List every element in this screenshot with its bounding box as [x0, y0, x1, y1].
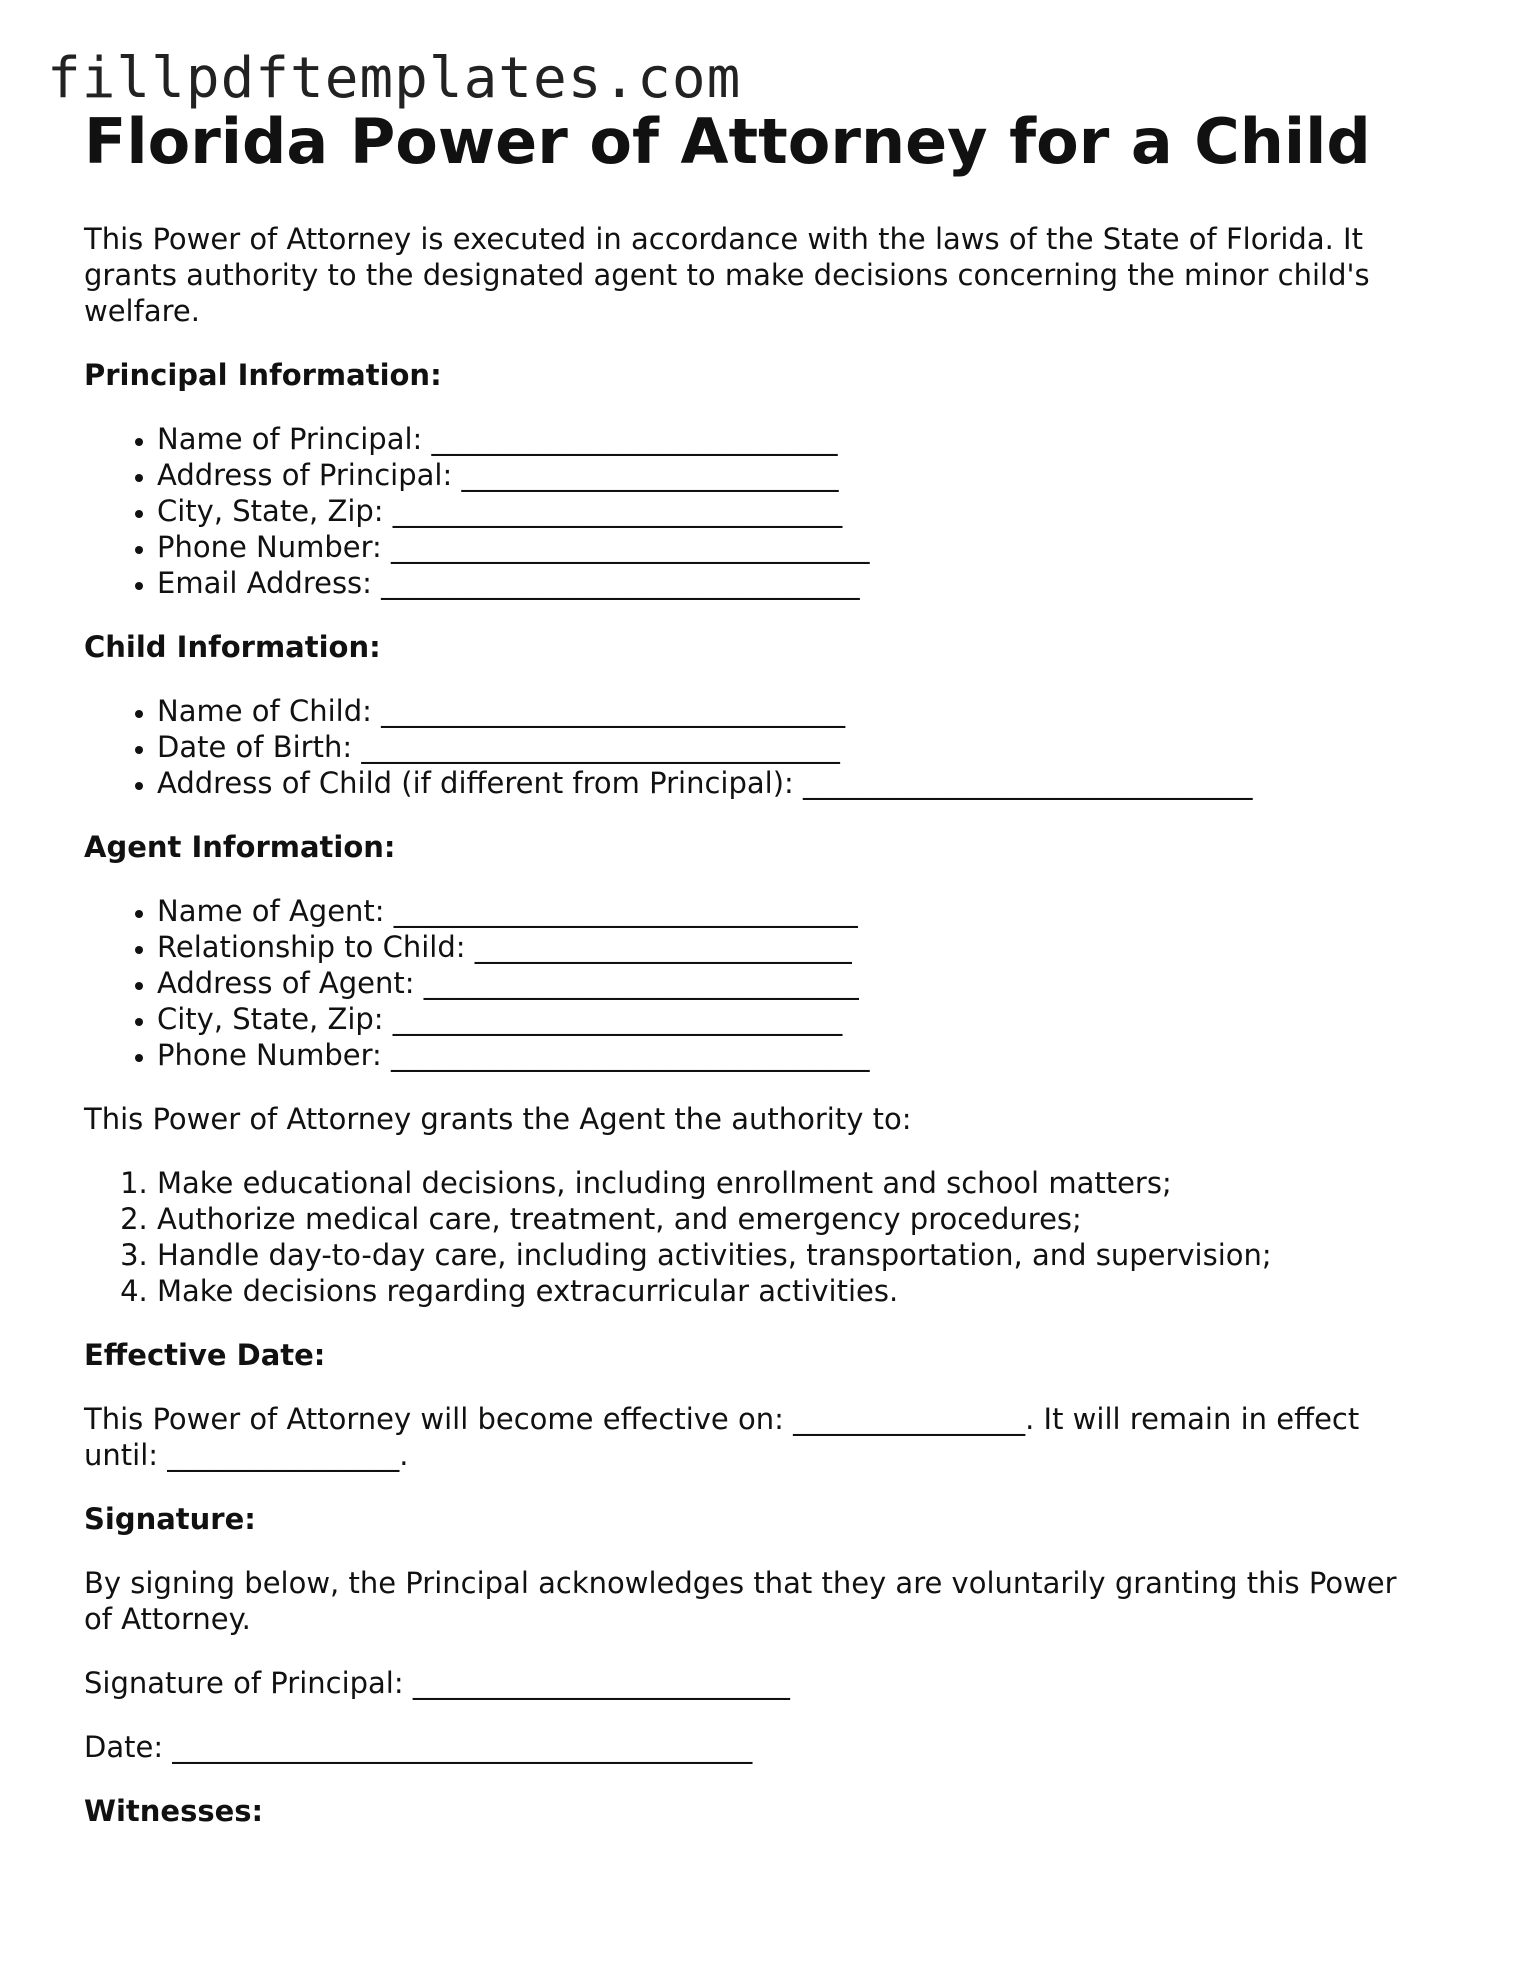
agent-name-field[interactable]: • Name of Agent: ________________________________	[157, 893, 1424, 929]
intro-paragraph: This Power of Attorney is executed in accordance with the laws of the State of Florida. It grants authority to the designated agent to make decisions concerning the minor child's welfare.	[84, 222, 1370, 328]
authority-item: 1. Make educational decisions, including enrollment and school matters;	[157, 1165, 1424, 1201]
signature-date-line[interactable]: Date: ________________________________________	[84, 1730, 753, 1764]
child-dob-field[interactable]: • Date of Birth: _________________________________	[157, 729, 1424, 765]
principal-heading: Principal Information:	[84, 358, 442, 392]
witnesses-heading: Witnesses:	[84, 1794, 264, 1828]
principal-phone-field[interactable]: • Phone Number: _________________________________	[157, 529, 1424, 565]
page-title: Florida Power of Attorney for a Child	[84, 105, 1371, 178]
authority-item: 4. Make decisions regarding extracurricular activities.	[157, 1273, 1424, 1309]
principal-list	[84, 421, 1424, 601]
effective-heading: Effective Date:	[84, 1338, 326, 1372]
child-list	[84, 693, 1424, 801]
agent-address-field[interactable]: • Address of Agent: ______________________________	[157, 965, 1424, 1001]
signature-heading: Signature:	[84, 1502, 256, 1536]
child-name-field[interactable]: • Name of Child: ________________________________	[157, 693, 1424, 729]
principal-email-field[interactable]: • Email Address: _________________________________	[157, 565, 1424, 601]
agent-city-field[interactable]: • City, State, Zip: _______________________________	[157, 1001, 1424, 1037]
agent-heading: Agent Information:	[84, 830, 396, 864]
agent-relationship-field[interactable]: • Relationship to Child: __________________________	[157, 929, 1424, 965]
signature-text: By signing below, the Principal acknowledges that they are voluntarily granting this Power of Attorney.	[84, 1566, 1397, 1636]
document-body	[84, 102, 1424, 1829]
authority-intro: This Power of Attorney grants the Agent the authority to:	[84, 1102, 912, 1136]
principal-city-field[interactable]: • City, State, Zip: _______________________________	[157, 493, 1424, 529]
authority-list	[84, 1165, 1424, 1309]
agent-phone-field[interactable]: • Phone Number: _________________________________	[157, 1037, 1424, 1073]
child-heading: Child Information:	[84, 630, 381, 664]
agent-list	[84, 893, 1424, 1073]
principal-address-field[interactable]: • Address of Principal: __________________________	[157, 457, 1424, 493]
authority-item: 3. Handle day-to-day care, including activities, transportation, and supervision;	[157, 1237, 1424, 1273]
authority-item: 2. Authorize medical care, treatment, and emergency procedures;	[157, 1201, 1424, 1237]
watermark: fillpdftemplates.com	[47, 46, 742, 111]
effective-date-text[interactable]: This Power of Attorney will become effective on: ________________. It will remain in effect until: ________________.	[84, 1402, 1360, 1472]
child-address-field[interactable]: • Address of Child (if different from Principal): _______________________________	[157, 765, 1424, 801]
principal-signature-line[interactable]: Signature of Principal: __________________________	[84, 1666, 790, 1700]
principal-name-field[interactable]: • Name of Principal: ____________________________	[157, 421, 1424, 457]
